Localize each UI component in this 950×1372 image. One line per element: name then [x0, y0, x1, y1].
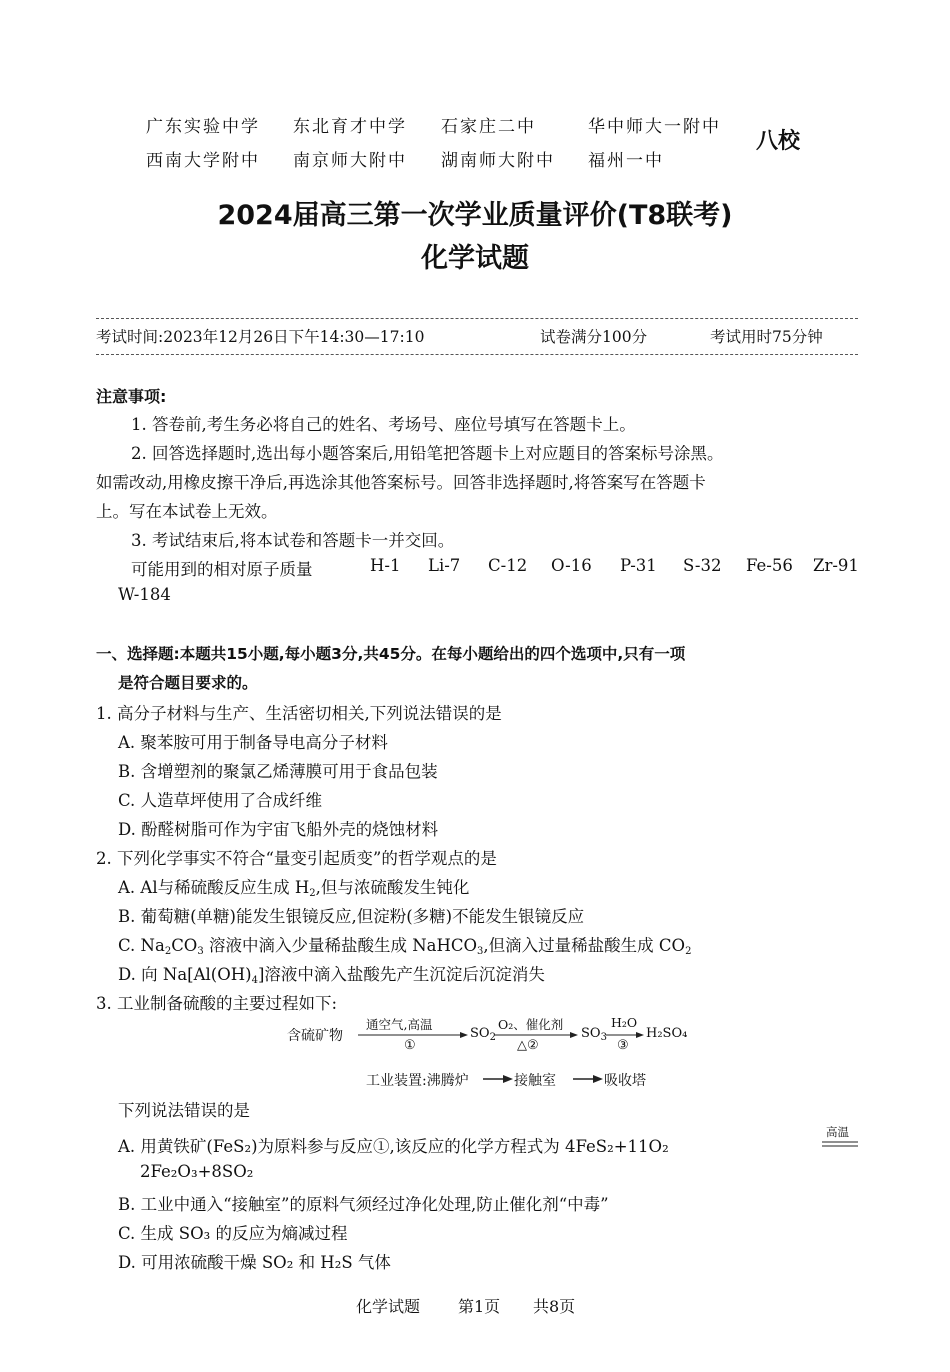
note-2-line3: 上。写在本试卷上无效。: [96, 502, 278, 521]
footer-page: 第1页: [458, 1297, 501, 1316]
atomic-mass-c: C-12: [488, 556, 528, 575]
school-3: 石家庄二中: [441, 117, 536, 137]
q2-c-sub1: 2: [164, 946, 172, 957]
diagram-equip-arrow1: [483, 1075, 513, 1083]
school-7: 湖南师大附中: [441, 151, 555, 171]
q2-a-sub: 2: [309, 888, 316, 899]
q3-option-c: C. 生成 SO₃ 的反应为熵减过程: [118, 1224, 348, 1243]
diagram-equipment-label: 工业装置:沸腾炉: [366, 1073, 469, 1089]
diagram-arrow3-bottom: ③: [617, 1038, 629, 1053]
school-8: 福州一中: [588, 151, 664, 171]
q3-a-condition: 高温: [826, 1125, 849, 1139]
q1-option-a: A. 聚苯胺可用于制备导电高分子材料: [118, 733, 388, 752]
school-2: 东北育才中学: [293, 117, 407, 137]
school-5: 西南大学附中: [146, 151, 260, 171]
q3-prompt: 下列说法错误的是: [118, 1101, 250, 1120]
q2-c-sub4: 2: [685, 946, 692, 957]
q3-option-a-line1: A. 用黄铁矿(FeS₂)为原料参与反应①,该反应的化学方程式为 4FeS₂+11O₂: [118, 1137, 669, 1156]
exam-time: 考试时间:2023年12月26日下午14:30—17:10: [96, 328, 425, 346]
q3-a-equals: [822, 1141, 858, 1147]
school-1: 广东实验中学: [146, 117, 260, 137]
atomic-mass-label: 可能用到的相对原子质量: [131, 560, 313, 579]
atomic-mass-o: O-16: [551, 556, 592, 575]
note-2-line1: 2. 回答选择题时,选出每小题答案后,用铅笔把答题卡上对应题目的答案标号涂黑。: [131, 444, 724, 463]
q2-option-d: [118, 961, 545, 985]
q1-option-c: C. 人造草坪使用了合成纤维: [118, 791, 323, 810]
full-score: 试卷满分100分: [540, 328, 648, 346]
subject-title: 化学试题: [421, 243, 529, 274]
eight-schools-label: 八校: [756, 129, 801, 154]
q1-option-b: B. 含增塑剂的聚氯乙烯薄膜可用于食品包装: [118, 762, 438, 781]
diagram-equip2: 接触室: [514, 1073, 556, 1089]
diagram-arrow2-top: O₂、催化剂: [498, 1017, 564, 1032]
atomic-mass-li: Li-7: [428, 556, 461, 575]
q3-option-d: D. 可用浓硫酸干燥 SO₂ 和 H₂S 气体: [118, 1253, 391, 1272]
note-2-line2: 如需改动,用橡皮擦干净后,再选涂其他答案标号。回答非选择题时,将答案写在答题卡: [96, 473, 706, 492]
q2-option-b: B. 葡萄糖(单糖)能发生银镜反应,但淀粉(多糖)不能发生银镜反应: [118, 907, 585, 926]
diagram-so3: $SO_3$: [581, 1026, 607, 1043]
q2-d-1: D. 向 Na[Al(OH): [118, 965, 252, 984]
q3-option-b: B. 工业中通入“接触室”的原料气须经过净化处理,防止催化剂“中毒”: [118, 1195, 609, 1214]
diagram-equip-arrow2: [573, 1075, 603, 1083]
q2-c-2: CO: [171, 936, 198, 955]
divider-bottom: [96, 354, 858, 355]
atomic-mass-w: W-184: [118, 585, 171, 604]
atomic-mass-h: H-1: [370, 556, 401, 575]
diagram-so2: $SO_2$: [470, 1026, 496, 1043]
diagram-h2so4: H₂SO₄: [646, 1026, 688, 1041]
notes-heading: 注意事项:: [96, 387, 167, 406]
diagram-arrow3-top: H₂O: [611, 1015, 638, 1030]
divider-top: [96, 318, 858, 319]
atomic-mass-fe: Fe-56: [746, 556, 793, 575]
diagram-arrow2-bottom: △②: [517, 1038, 539, 1053]
section1-heading-line1: 一、选择题:本题共15小题,每小题3分,共45分。在每小题给出的四个选项中,只有一项: [96, 645, 686, 663]
atomic-mass-p: P-31: [620, 556, 657, 575]
diagram-start: 含硫矿物: [287, 1028, 343, 1044]
diagram-equip3: 吸收塔: [604, 1073, 646, 1089]
atomic-mass-s: S-32: [683, 556, 722, 575]
atomic-mass-zr: Zr-91: [813, 556, 859, 575]
q2-c-sub2: 3: [197, 946, 204, 957]
q2-d-2: ]溶液中滴入盐酸先产生沉淀后沉淀消失: [257, 965, 545, 984]
q3-stem: 3. 工业制备硫酸的主要过程如下:: [96, 994, 338, 1013]
q3-option-a-line2: 2Fe₂O₃+8SO₂: [140, 1162, 254, 1181]
school-4: 华中师大一附中: [588, 117, 721, 137]
diagram-arrow1-top: 通空气,高温: [366, 1017, 433, 1032]
q2-stem: 2. 下列化学事实不符合“量变引起质变”的哲学观点的是: [96, 849, 497, 868]
q2-c-sub3: 3: [477, 946, 484, 957]
duration: 考试用时75分钟: [710, 328, 823, 346]
school-6: 南京师大附中: [293, 151, 407, 171]
q2-c-4: ,但滴入过量稀盐酸生成 CO: [483, 936, 686, 955]
q1-stem: 1. 高分子材料与生产、生活密切相关,下列说法错误的是: [96, 704, 502, 723]
footer-subject: 化学试题: [356, 1297, 421, 1316]
q2-c-1: C. Na: [118, 936, 165, 955]
note-1: 1. 答卷前,考生务必将自己的姓名、考场号、座位号填写在答题卡上。: [131, 415, 636, 434]
q1-option-d: D. 酚醛树脂可作为宇宙飞船外壳的烧蚀材料: [118, 820, 439, 839]
note-3: 3. 考试结束后,将本试卷和答题卡一并交回。: [131, 531, 455, 550]
q2-a-post: ,但与浓硫酸发生钝化: [315, 878, 470, 897]
diagram-arrow1-bottom: ①: [404, 1038, 416, 1053]
q2-option-c: [118, 932, 691, 956]
footer-total: 共8页: [533, 1297, 576, 1316]
q2-d-sub: 4: [251, 975, 258, 986]
section1-heading-line2: 是符合题目要求的。: [118, 674, 258, 692]
q2-option-a: [118, 874, 469, 898]
q2-c-3: 溶液中滴入少量稀盐酸生成 NaHCO: [203, 936, 478, 955]
q2-a-pre: A. Al与稀硫酸反应生成 H: [118, 878, 310, 897]
exam-title: 2024届高三第一次学业质量评价(T8联考): [217, 200, 733, 231]
